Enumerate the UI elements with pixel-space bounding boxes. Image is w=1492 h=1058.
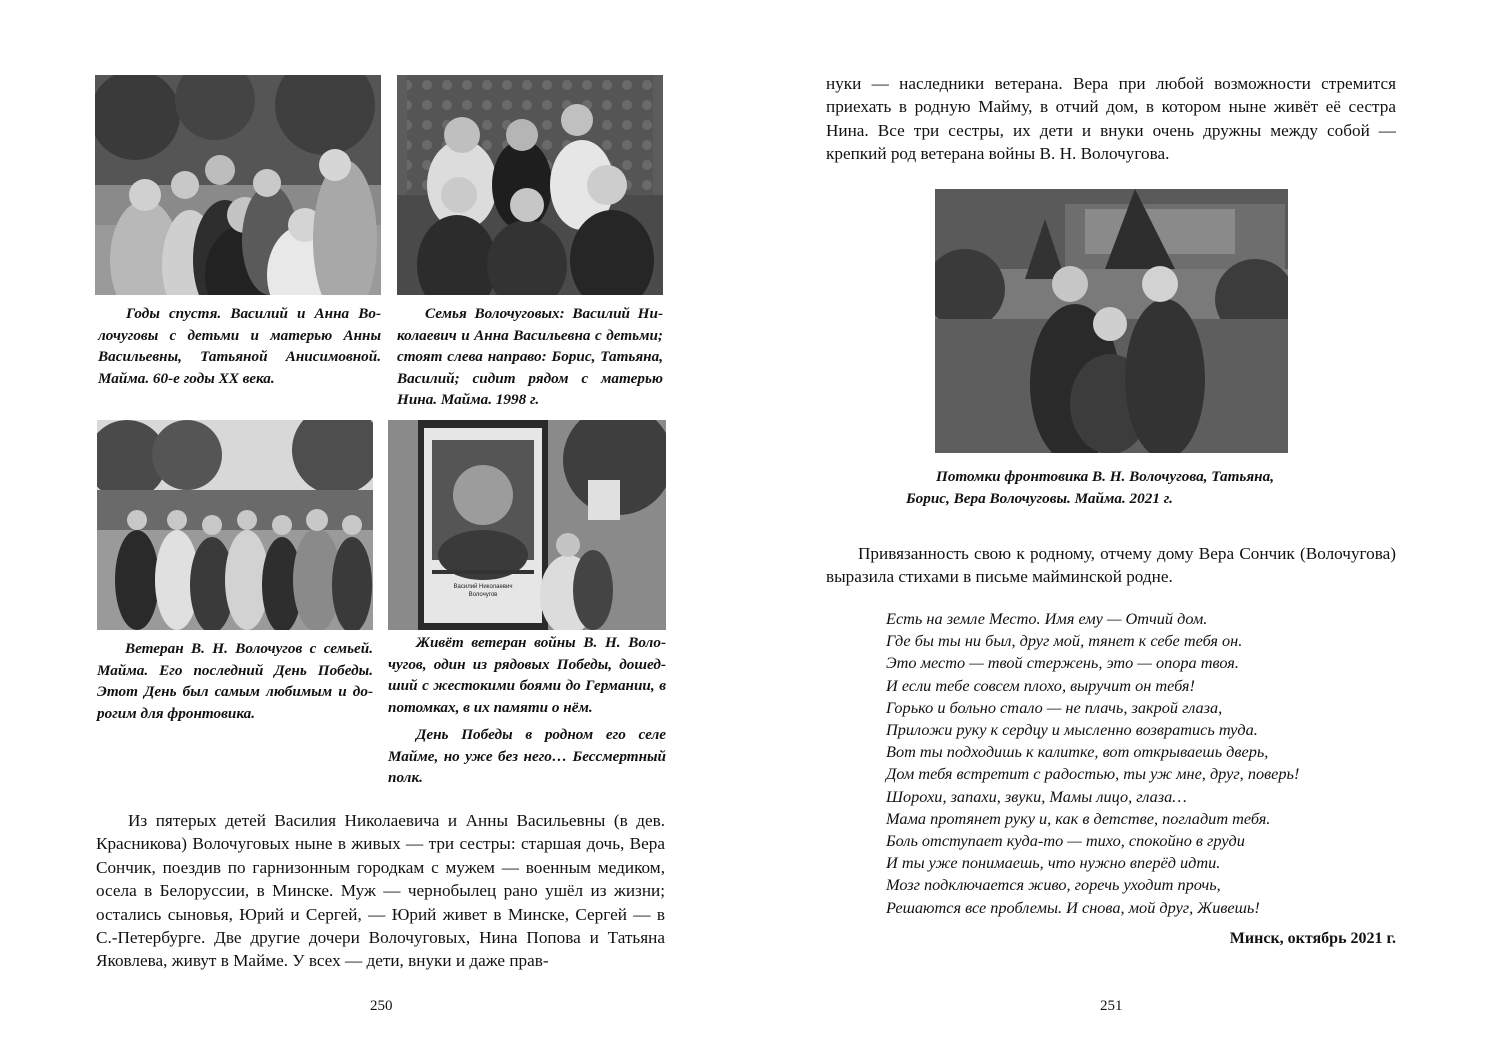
intro-paragraph: Привязанность свою к родному, отчему дому Вера Сончик (Волочугова) выразила стихами в письме майминской родне. [826,544,1396,587]
photo-family-1998 [397,75,663,295]
photo-victory-day-family [97,420,373,630]
caption-text: Ветеран В. Н. Волочугов с семьей. Майма. Его последний День Победы. Этот День был самым любимым и дорогим для фронтовика. [97,640,373,722]
photo-immortal-regiment [388,420,666,630]
page-number-left: 250 [370,998,393,1014]
poem-line: Горько и больно стало — не плачь, закрой глаза, [886,697,1223,717]
right-intro-text [826,542,1396,589]
continuation-paragraph: нуки — наследники ветерана. Вера при любой возможности стремится приехать в родную Майму, в отчий дом, в котором ныне живёт её сестра Нина. Все три сестры, их дети и внуки очень дружны между собой — крепкий род ветерана войны В. Н. Волочугова. [826,74,1396,164]
poem-line: Решаются все проблемы. И снова, мой друг, Живешь! [886,897,1260,917]
caption-photo-family-1998 [397,303,663,411]
caption-photo-family-1960s [98,303,381,389]
caption-photo-descendants-2021 [906,466,1326,509]
poem [886,608,1406,919]
right-page [746,0,1492,1058]
poem-line: Мозг подключается живо, горечь уходит прочь, [886,875,1221,895]
poem-line: Вот ты подходишь к калитке, вот открываешь дверь, [886,742,1269,762]
right-continuation-text [826,72,1396,166]
poem-line: Мама протянет руку и, как в детстве, погладит тебя. [886,808,1271,828]
poem-line: Приложи руку к сердцу и мысленно возвратись туда. [886,720,1258,740]
poem-line: И ты уже понимаешь, что нужно вперёд идти. [886,853,1221,873]
caption-text: Годы спустя. Василий и Анна Волочуговы с детьми и матерью Анны Васильевны, Татьяной Анисимовной. Майма. 60-е годы XX века. [98,305,381,387]
poem-line: Шорохи, запахи, звуки, Мамы лицо, глаза… [886,786,1187,806]
poem-line: Это место — твой стержень, это — опора твоя. [886,653,1239,673]
caption-photo-victory-day-family [97,638,373,724]
poem-line: Дом тебя встретит с радостью, ты уж мне, друг, поверь! [886,764,1300,784]
signature: Минск, октябрь 2021 г. [1229,930,1396,947]
placard-name-line1: Василий Николаевич [453,584,513,590]
caption-photo-immortal-regiment [388,632,666,789]
placard-name-line2: Волочугов [468,592,498,598]
poem-line: Где бы ты ни был, друг мой, тянет к себе тебя он. [886,631,1243,651]
photo-family-1960s [95,75,381,295]
body-paragraph: Из пятерых детей Василия Николаевича и Анны Васильевны (в дев. Красникова) Волочуговых ныне в живых — три сестры: старшая дочь, Вера Сончик, поездив по гарнизонным городкам с мужем — военным медиком, осела в Белоруссии, в Минске. Муж — чернобылец рано ушёл из жизни; остались сыновья, Юрий и Сергей, — Юрий живет в Минске, Сергей — в С.-Петербурге. Две другие дочери Волочуговых, Нина Попова и Татьяна Яковлева, живут в Майме. У всех — дети, внуки и даже прав- [96,811,665,971]
caption-line-2: Борис, Вера Волочуговы. Майма. 2021 г. [906,489,1173,507]
poem-line: Есть на земле Место. Имя ему — Отчий дом. [886,609,1208,628]
page-number-right: 251 [1100,998,1123,1014]
caption-line-1: Потомки фронтовика В. Н. Волочугова, Татьяна, [936,468,1274,485]
left-body-text [96,809,665,973]
caption-text: Семья Волочуговых: Василий Николаевич и Анна Васильевна с детьми; стоят слева направо: Борис, Татьяна, Василий; сидит рядом с матерью Нина. Майма. 1998 г. [397,305,663,408]
poem-line: И если тебе совсем плохо, выручит он тебя! [886,675,1195,695]
poem-line: Боль отступает куда-то — тихо, спокойно в груди [886,831,1245,851]
caption-text-a: Живёт ветеран войны В. Н. Волочугов, один из рядовых Победы, дошедший с жестокими боями до Германии, в потомках, в их памяти о нём. [388,634,666,716]
photo-descendants-2021 [935,189,1288,453]
caption-text-b: День Победы в родном его селе Майме, но уже без него… Бессмертный полк. [388,726,666,786]
